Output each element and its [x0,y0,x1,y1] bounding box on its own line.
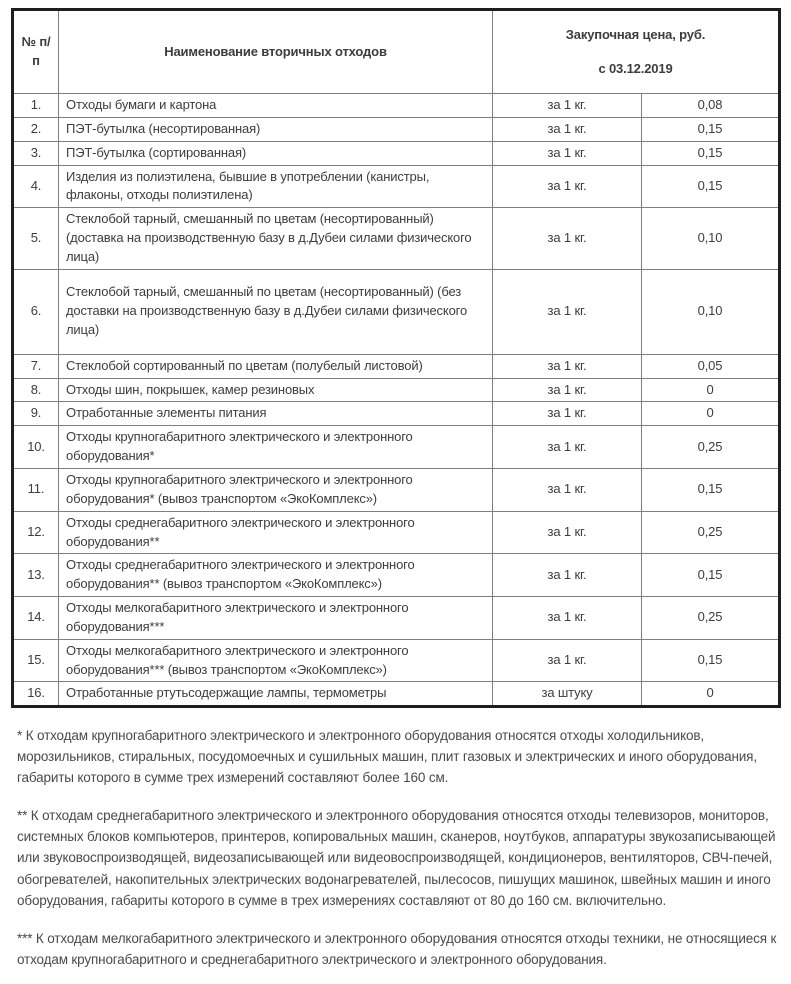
table-row [13,208,780,270]
table-row [13,354,780,378]
price-value: 0 [642,378,780,402]
price-unit: за 1 кг. [493,94,642,118]
price-unit: за 1 кг. [493,208,642,270]
price-unit: за 1 кг. [493,468,642,511]
waste-name: Изделия из полиэтилена, бывшие в употреблении (канистры, флаконы, отходы полиэтилена) [59,165,493,208]
row-number: 11. [13,468,59,511]
row-number: 16. [13,682,59,707]
price-value: 0,10 [642,269,780,354]
price-unit: за 1 кг. [493,354,642,378]
price-value: 0,15 [642,639,780,682]
waste-name: Стеклобой тарный, смешанный по цветам (несортированный) (без доставки на производственную базу в д.Дубеи силами физического лица) [59,269,493,354]
price-value: 0,08 [642,94,780,118]
table-row [13,94,780,118]
row-number: 4. [13,165,59,208]
price-unit: за штуку [493,682,642,707]
waste-name: Отходы мелкогабаритного электрического и электронного оборудования*** (вывоз транспортом «ЭкоКомплекс») [59,639,493,682]
price-value: 0,25 [642,426,780,469]
price-value: 0,05 [642,354,780,378]
col-header-number: № п/п [13,10,59,94]
row-number: 7. [13,354,59,378]
footnote-small-equipment: *** К отходам мелкогабаритного электрического и электронного оборудования относятся отходы техники, не относящиеся к отходам крупногабаритного и среднегабаритного электрического и электронного оборудования. [17,930,777,967]
price-value: 0,10 [642,208,780,270]
price-unit: за 1 кг. [493,141,642,165]
table-row [13,141,780,165]
row-number: 14. [13,597,59,640]
price-header-title: Закупочная цена, руб. [565,26,706,42]
price-header-date: с 03.12.2019 [598,60,673,76]
header-row [13,10,780,94]
price-unit: за 1 кг. [493,117,642,141]
table-header [13,10,780,94]
price-value: 0,25 [642,597,780,640]
col-header-waste-name: Наименование вторичных отходов [59,10,493,94]
table-row [13,378,780,402]
price-value: 0,25 [642,511,780,554]
price-unit: за 1 кг. [493,402,642,426]
price-value: 0 [642,682,780,707]
footnote-large-equipment: * К отходам крупногабаритного электрического и электронного оборудования относятся отходы холодильников, морозильников, стиральных, посудомоечных и сушильных машин, плит газовых и электрических и иного оборудования, габариты которого в сумме трех измерений составляют более 160 см. [17,728,757,786]
row-number: 2. [13,117,59,141]
waste-name: Отходы крупногабаритного электрического и электронного оборудования* (вывоз транспортом «ЭкоКомплекс») [59,468,493,511]
waste-name: Отходы крупногабаритного электрического и электронного оборудования* [59,426,493,469]
table-row [13,426,780,469]
price-unit: за 1 кг. [493,378,642,402]
price-value: 0,15 [642,117,780,141]
waste-name: Стеклобой сортированный по цветам (полубелый листовой) [59,354,493,378]
row-number: 12. [13,511,59,554]
waste-name: Отходы среднегабаритного электрического и электронного оборудования** (вывоз транспортом «ЭкоКомплекс») [59,554,493,597]
table-row [13,269,780,354]
price-unit: за 1 кг. [493,269,642,354]
waste-name: Отходы среднегабаритного электрического и электронного оборудования** [59,511,493,554]
col-header-purchase-price [493,10,780,94]
footnotes-section [11,725,786,969]
price-value: 0,15 [642,141,780,165]
price-value: 0,15 [642,165,780,208]
row-number: 3. [13,141,59,165]
row-number: 10. [13,426,59,469]
price-value: 0,15 [642,468,780,511]
waste-name: ПЭТ-бутылка (сортированная) [59,141,493,165]
waste-name: Отходы бумаги и картона [59,94,493,118]
waste-name: Отработанные элементы питания [59,402,493,426]
row-number: 1. [13,94,59,118]
waste-name: ПЭТ-бутылка (несортированная) [59,117,493,141]
table-row [13,117,780,141]
table-body [13,94,780,707]
table-row [13,554,780,597]
row-number: 5. [13,208,59,270]
price-value: 0 [642,402,780,426]
table-row [13,682,780,707]
waste-name: Стеклобой тарный, смешанный по цветам (несортированный) (доставка на производственную базу в д.Дубеи силами физического лица) [59,208,493,270]
price-unit: за 1 кг. [493,554,642,597]
table-row [13,165,780,208]
table-row [13,402,780,426]
price-value: 0,15 [642,554,780,597]
waste-name: Отходы шин, покрышек, камер резиновых [59,378,493,402]
price-table [11,8,781,708]
footnote-medium-equipment: ** К отходам среднегабаритного электрического и электронного оборудования относятся отходы телевизоров, мониторов, системных блоков компьютеров, принтеров, копировальных машин, сканеров, ноутбуков, аппаратуры звукозаписывающей или звуковоспроизводящей, видеозаписывающей или видеовоспроизводящей, кондиционеров, вентиляторов, СВЧ-печей, обогревателей, накопительных электрических водонагревателей, пылесосов, пишущих машинок, швейных машин и иного оборудования, габариты которого в сумме в трех измерениях составляют от 80 до 160 см. включительно. [17,808,776,908]
row-number: 13. [13,554,59,597]
price-unit: за 1 кг. [493,639,642,682]
price-unit: за 1 кг. [493,511,642,554]
table-row [13,511,780,554]
price-unit: за 1 кг. [493,165,642,208]
row-number: 6. [13,269,59,354]
waste-name: Отходы мелкогабаритного электрического и электронного оборудования*** [59,597,493,640]
table-row [13,597,780,640]
table-row [13,468,780,511]
row-number: 9. [13,402,59,426]
price-unit: за 1 кг. [493,426,642,469]
price-unit: за 1 кг. [493,597,642,640]
table-row [13,639,780,682]
row-number: 8. [13,378,59,402]
row-number: 15. [13,639,59,682]
waste-name: Отработанные ртутьсодержащие лампы, термометры [59,682,493,707]
